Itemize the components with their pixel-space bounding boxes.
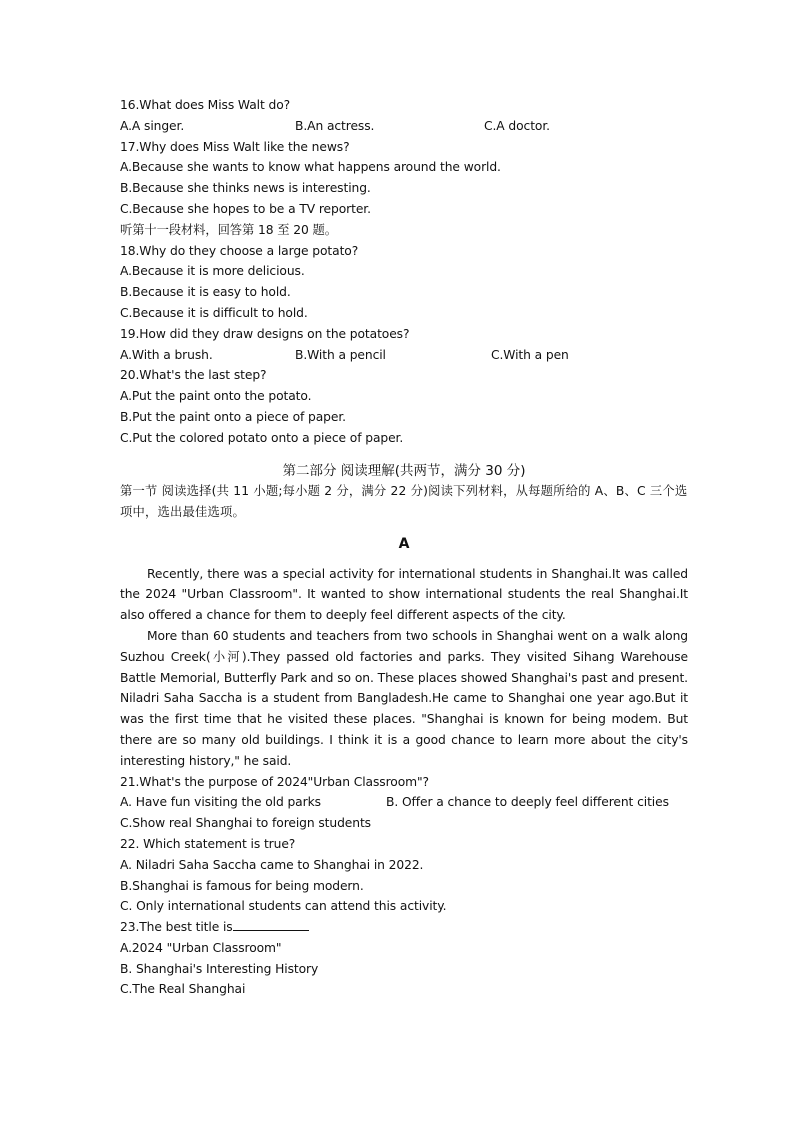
option-22-c: C. Only international students can attend this activity. <box>120 899 447 914</box>
option-16-b: B.An actress. <box>295 118 375 133</box>
question-20-stem: 20.What's the last step? <box>120 368 267 383</box>
part-2-title: 第二部分 阅读理解(共两节，满分 30 分) <box>282 462 526 479</box>
option-20-a: A.Put the paint onto the potato. <box>120 389 312 404</box>
passage-paragraph-2: More than 60 students and teachers from two schools in Shanghai went on a walk along Suzhou Creek(小河).They passed old factories and parks. They visited Sihang Warehouse Battle Memorial, Butterfly Park and so on. These places showed Shanghai's past and present. Niladri Saha Saccha is a student from Bangladesh.He came to Shanghai one year ago.But it was the first time that he visited these places. "Shanghai is known for being modem. But there are so many old buildings. I think it is a good chance to learn more about the city's interesting history," he said. <box>120 628 688 768</box>
option-23-c: C.The Real Shanghai <box>120 982 246 997</box>
question-16-stem: 16.What does Miss Walt do? <box>120 98 291 112</box>
question-22-stem: 22. Which statement is true? <box>120 836 296 851</box>
question-19-options <box>120 345 688 366</box>
option-21-b: B. Offer a chance to deeply feel different cities <box>386 795 669 810</box>
section-1-instruction: 第一节 阅读选择(共 11 小题;每小题 2 分，满分 22 分)阅读下列材料，从每题所给的 A、B、C 三个选项中，选出最佳选项。 <box>120 483 688 519</box>
passage-paragraph-1: Recently, there was a special activity for international students in Shanghai.It was called the 2024 "Urban Classroom". It wanted to show international students the real Shanghai.It also offered a chance for them to deeply feel different aspects of the city. <box>120 566 688 623</box>
option-22-a: A. Niladri Saha Saccha came to Shanghai in 2022. <box>120 857 424 872</box>
option-17-a: A.Because she wants to know what happens around the world. <box>120 160 501 175</box>
question-23-row <box>120 917 688 938</box>
exam-page <box>120 95 688 1000</box>
question-21-stem: 21.What's the purpose of 2024"Urban Classroom"? <box>120 774 429 789</box>
option-17-b: B.Because she thinks news is interesting. <box>120 181 371 196</box>
option-16-c: C.A doctor. <box>484 118 550 133</box>
option-16-a: A.A singer. <box>120 118 185 133</box>
question-23-stem: 23.The best title is <box>120 920 233 935</box>
option-23-b: B. Shanghai's Interesting History <box>120 961 319 976</box>
option-19-c: C.With a pen <box>491 347 569 362</box>
option-21-a: A. Have fun visiting the old parks <box>120 795 321 810</box>
option-20-b: B.Put the paint onto a piece of paper. <box>120 409 346 424</box>
option-19-a: A.With a brush. <box>120 347 213 362</box>
option-20-c: C.Put the colored potato onto a piece of paper. <box>120 430 404 445</box>
option-21-c: C.Show real Shanghai to foreign students <box>120 816 371 831</box>
listening-instruction: 听第十一段材料，回答第 18 至 20 题。 <box>120 222 337 237</box>
option-17-c: C.Because she hopes to be a TV reporter. <box>120 201 371 216</box>
option-18-b: B.Because it is easy to hold. <box>120 285 291 300</box>
question-17-stem: 17.Why does Miss Walt like the news? <box>120 139 350 154</box>
option-23-a: A.2024 "Urban Classroom" <box>120 940 282 955</box>
option-19-b: B.With a pencil <box>295 347 386 362</box>
passage-label: A <box>398 535 410 552</box>
option-18-a: A.Because it is more delicious. <box>120 264 305 279</box>
option-22-b: B.Shanghai is famous for being modern. <box>120 878 364 893</box>
option-18-c: C.Because it is difficult to hold. <box>120 305 308 320</box>
question-16-options <box>120 116 688 137</box>
question-18-stem: 18.Why do they choose a large potato? <box>120 243 359 258</box>
question-19-stem: 19.How did they draw designs on the potatoes? <box>120 326 410 341</box>
answer-blank <box>233 918 309 931</box>
question-21-options <box>120 792 688 813</box>
